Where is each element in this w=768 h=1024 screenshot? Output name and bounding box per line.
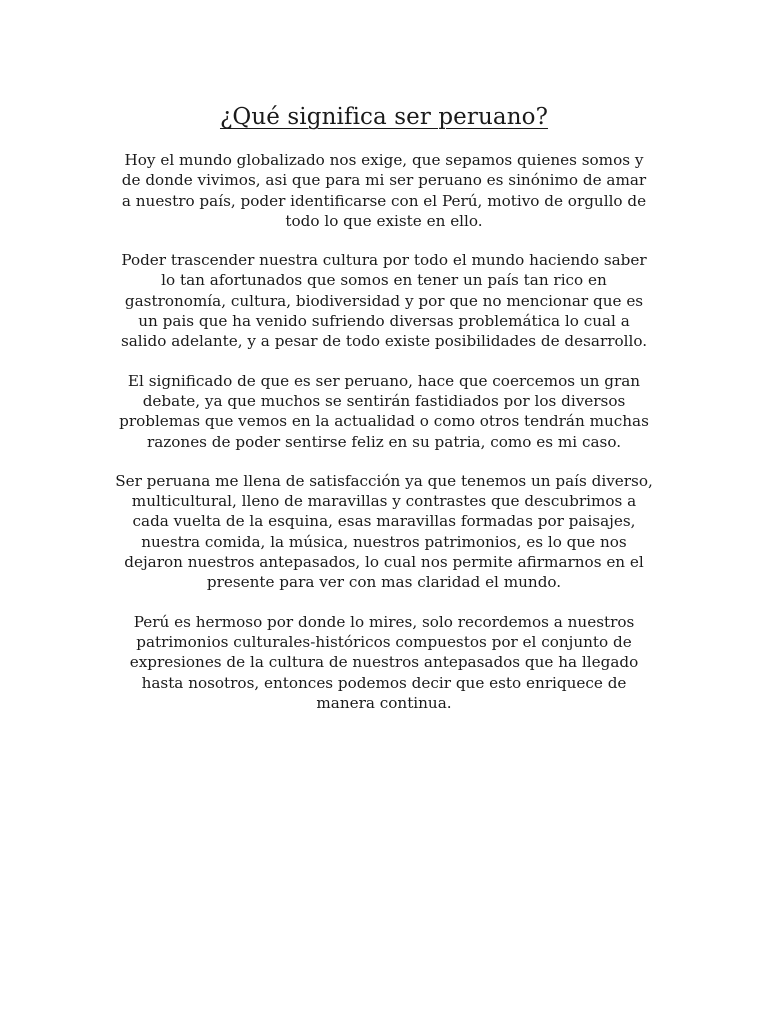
text-line: problemas que vemos en la actualidad o como otros tendrán muchas (119, 412, 649, 431)
text-line: El significado de que es ser peruano, hace que coercemos un gran (127, 371, 641, 390)
paragraph-1 (104, 150, 664, 231)
text-line: todo lo que existe en ello. (285, 211, 483, 230)
text-line: cada vuelta de la esquina, esas maravillas formadas por paisajes, (132, 512, 636, 531)
text-line: salido adelante, y a pesar de todo existe posibilidades de desarrollo. (120, 332, 648, 351)
paragraph-3 (104, 371, 664, 452)
page-title: ¿Qué significa ser peruano? (219, 104, 548, 130)
text-line: Hoy el mundo globalizado nos exige, que sepamos quienes somos y (124, 151, 644, 169)
text-line: expresiones de la cultura de nuestros antepasados que ha llegado (129, 653, 639, 672)
text-line: hasta nosotros, entonces podemos decir que esto enriquece de (141, 673, 627, 692)
text-line: multicultural, lleno de maravillas y contrastes que descubrimos a (131, 492, 637, 511)
paragraph-5 (104, 612, 664, 713)
text-line: gastronomía, cultura, biodiversidad y por que no mencionar que es (124, 291, 644, 310)
text-line: un pais que ha venido sufriendo diversas problemática lo cual a (138, 312, 630, 331)
text-line: Poder trascender nuestra cultura por todo el mundo haciendo saber (121, 251, 647, 270)
text-line: Ser peruana me llena de satisfacción ya que tenemos un país diverso, (115, 471, 653, 490)
text-line: presente para ver con mas claridad el mundo. (206, 573, 562, 592)
text-line: razones de poder sentirse feliz en su patria, como es mi caso. (146, 432, 622, 451)
text-line: a nuestro país, poder identificarse con el Perú, motivo de orgullo de (121, 191, 647, 210)
paragraph-2 (104, 250, 664, 351)
text-line: patrimonios culturales-históricos compuestos por el conjunto de (136, 632, 632, 651)
text-line: Perú es hermoso por donde lo mires, solo recordemos a nuestros (133, 612, 635, 631)
text-line: manera continua. (316, 693, 452, 712)
text-line: debate, ya que muchos se sentirán fastidiados por los diversos (142, 391, 626, 410)
paragraph-4 (104, 471, 664, 593)
text-line: dejaron nuestros antepasados, lo cual nos permite afirmarnos en el (124, 553, 644, 572)
text-line: de donde vivimos, asi que para mi ser peruano es sinónimo de amar (121, 171, 647, 190)
document-body (104, 150, 664, 732)
text-line: nuestra comida, la música, nuestros patrimonios, es lo que nos (141, 532, 627, 551)
text-line: lo tan afortunados que somos en tener un país tan rico en (161, 271, 607, 290)
